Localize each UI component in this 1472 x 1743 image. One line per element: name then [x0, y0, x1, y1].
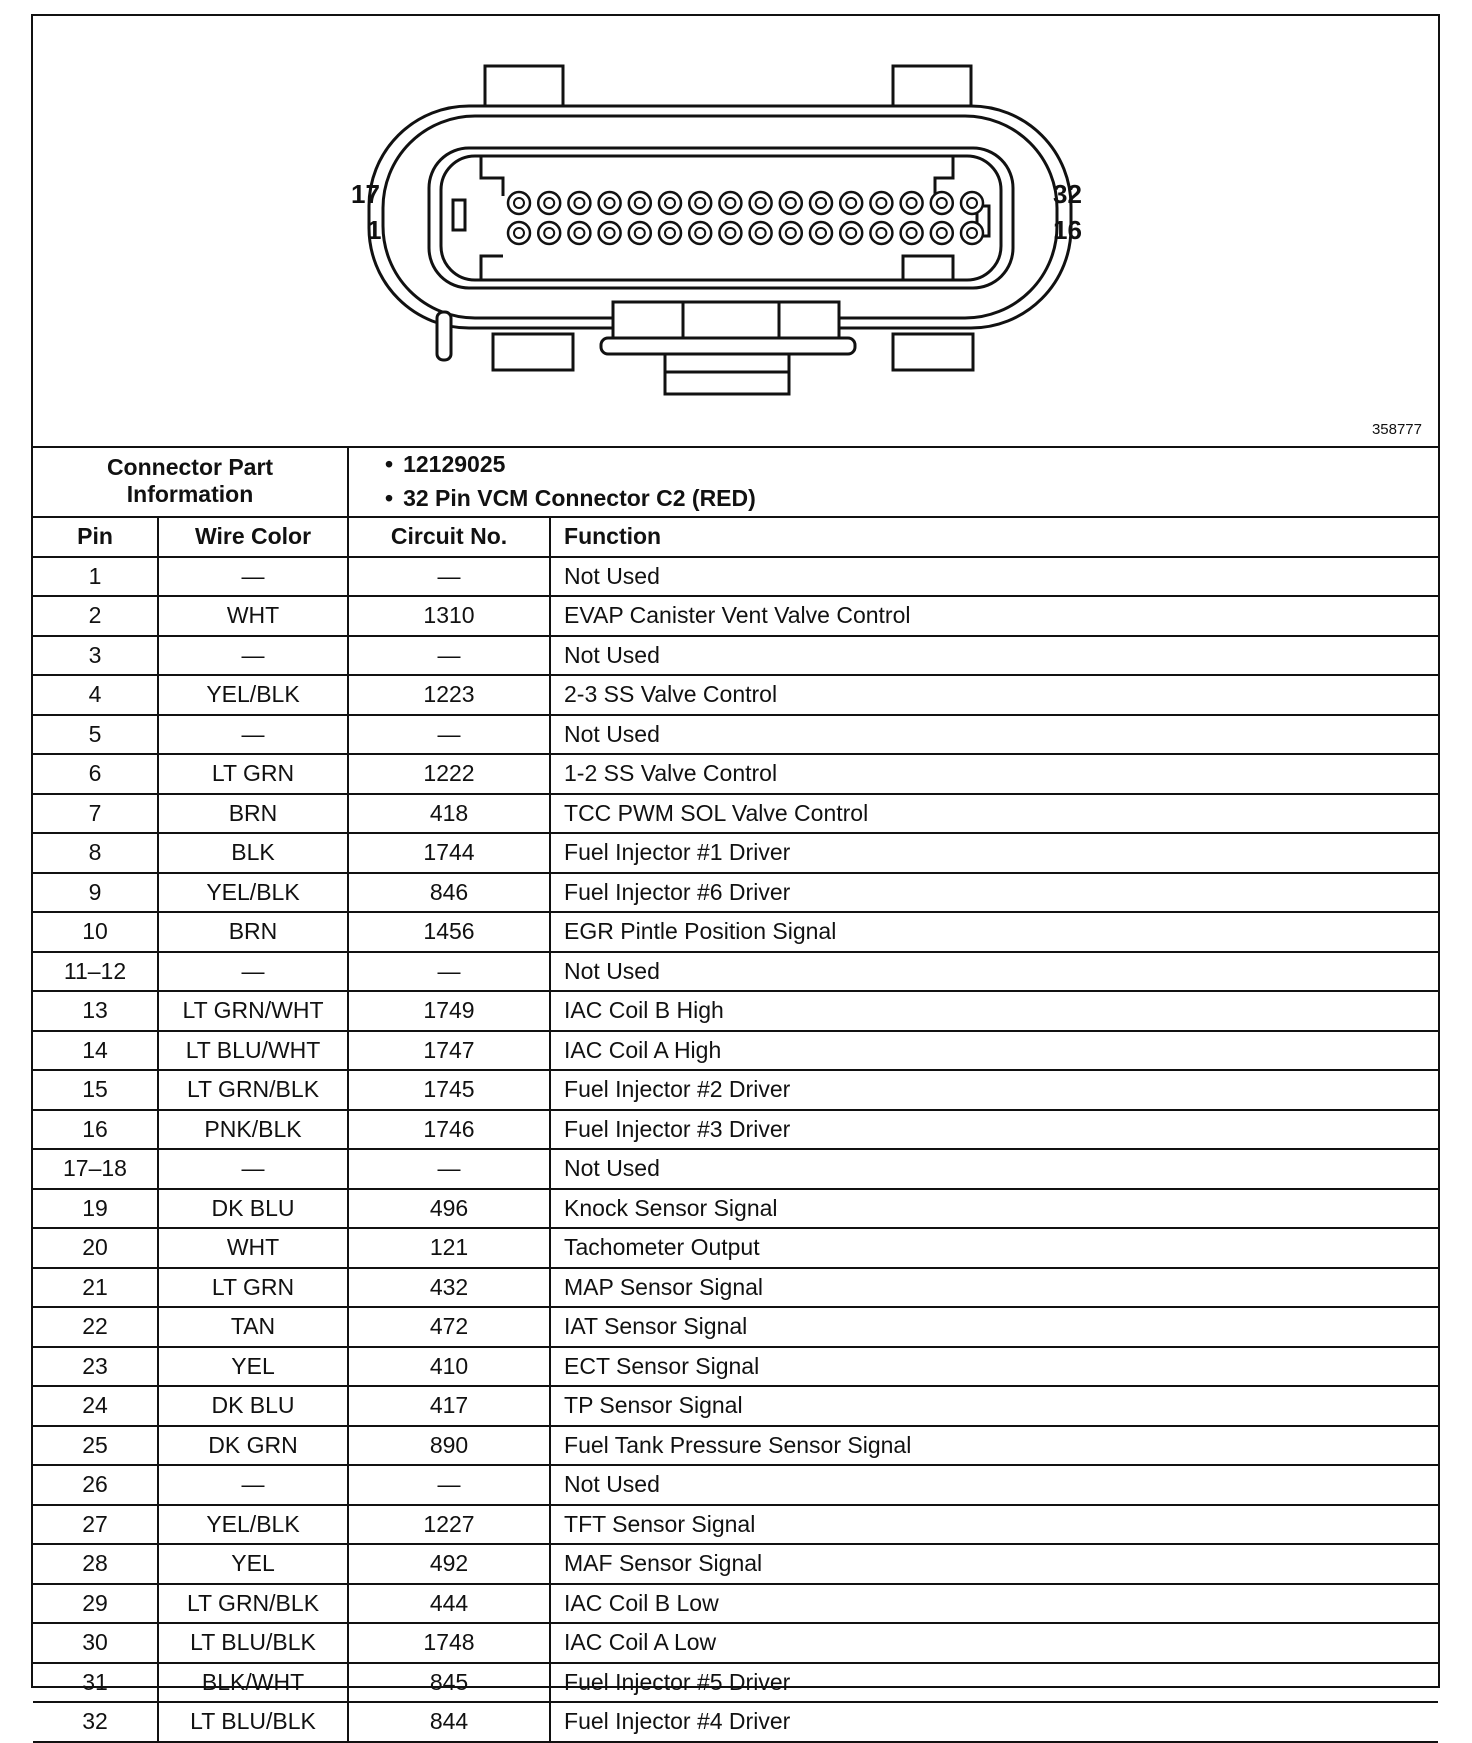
- pin-hole: [961, 192, 983, 214]
- table-row: [33, 1702, 1438, 1742]
- wire-color-cell: YEL/BLK: [158, 675, 348, 715]
- header-pin: Pin: [33, 517, 158, 557]
- circuit-no-cell: 121: [348, 1228, 550, 1268]
- function-cell: Not Used: [550, 636, 1438, 676]
- pin-hole: [659, 222, 681, 244]
- lock-tab: [665, 354, 789, 394]
- header-wire-color: Wire Color: [158, 517, 348, 557]
- table-row: [33, 1031, 1438, 1071]
- function-cell: IAT Sensor Signal: [550, 1307, 1438, 1347]
- function-cell: TP Sensor Signal: [550, 1386, 1438, 1426]
- pin-cell: 23: [33, 1347, 158, 1387]
- circuit-no-cell: 444: [348, 1584, 550, 1624]
- table-row: [33, 873, 1438, 913]
- circuit-no-cell: 1223: [348, 675, 550, 715]
- circuit-no-cell: 1227: [348, 1505, 550, 1545]
- function-cell: EVAP Canister Vent Valve Control: [550, 596, 1438, 636]
- pin-label-16: 16: [1053, 215, 1082, 245]
- pin-hole: [870, 222, 892, 244]
- function-cell: MAP Sensor Signal: [550, 1268, 1438, 1308]
- wire-color-cell: TAN: [158, 1307, 348, 1347]
- table-row: [33, 912, 1438, 952]
- pinout-sheet: [31, 14, 1440, 1735]
- pin-hole: [689, 192, 711, 214]
- circuit-no-cell: 1747: [348, 1031, 550, 1071]
- part-number: • 12129025: [385, 447, 1438, 481]
- function-cell: Fuel Injector #6 Driver: [550, 873, 1438, 913]
- wire-color-cell: —: [158, 557, 348, 597]
- connector-info-values: [348, 446, 1438, 517]
- wire-color-cell: YEL/BLK: [158, 873, 348, 913]
- function-cell: EGR Pintle Position Signal: [550, 912, 1438, 952]
- wire-color-cell: LT GRN: [158, 754, 348, 794]
- connector-figure: [33, 16, 1438, 448]
- circuit-no-cell: 1222: [348, 754, 550, 794]
- wire-color-cell: LT BLU/BLK: [158, 1623, 348, 1663]
- pin-cell: 14: [33, 1031, 158, 1071]
- wire-color-cell: LT GRN/BLK: [158, 1584, 348, 1624]
- circuit-no-cell: —: [348, 636, 550, 676]
- pin-cell: 30: [33, 1623, 158, 1663]
- wire-color-cell: —: [158, 952, 348, 992]
- table-row: [33, 1663, 1438, 1703]
- table-row: [33, 1149, 1438, 1189]
- outer-housing: [369, 106, 1071, 328]
- function-cell: Fuel Injector #5 Driver: [550, 1663, 1438, 1703]
- wire-color-cell: PNK/BLK: [158, 1110, 348, 1150]
- function-cell: TCC PWM SOL Valve Control: [550, 794, 1438, 834]
- table-row: [33, 794, 1438, 834]
- pin-hole: [719, 222, 741, 244]
- pin-cell: 9: [33, 873, 158, 913]
- wire-color-cell: YEL: [158, 1544, 348, 1584]
- pin-hole: [629, 222, 651, 244]
- function-cell: TFT Sensor Signal: [550, 1505, 1438, 1545]
- pin-hole: [538, 222, 560, 244]
- pin-label-17: 17: [351, 179, 380, 209]
- pin-cell: 3: [33, 636, 158, 676]
- wire-color-cell: WHT: [158, 1228, 348, 1268]
- table-row: [33, 1623, 1438, 1663]
- pin-cell: 7: [33, 794, 158, 834]
- circuit-no-cell: —: [348, 1149, 550, 1189]
- table-row: [33, 1228, 1438, 1268]
- function-cell: IAC Coil B High: [550, 991, 1438, 1031]
- pin-hole: [689, 222, 711, 244]
- bottom-right-latch: [893, 334, 973, 370]
- circuit-no-cell: 1310: [348, 596, 550, 636]
- pin-cell: 28: [33, 1544, 158, 1584]
- wire-color-cell: —: [158, 1149, 348, 1189]
- circuit-no-cell: 845: [348, 1663, 550, 1703]
- pin-hole: [659, 192, 681, 214]
- lock-bar: [601, 338, 855, 354]
- pin-hole: [750, 192, 772, 214]
- table-row: [33, 833, 1438, 873]
- circuit-no-cell: 410: [348, 1347, 550, 1387]
- circuit-no-cell: 1456: [348, 912, 550, 952]
- table-row: [33, 1347, 1438, 1387]
- pin-label-1: 1: [367, 215, 382, 245]
- connector-info-title-line1: Connector Part: [106, 454, 274, 480]
- table-row: [33, 1465, 1438, 1505]
- pin-hole: [901, 222, 923, 244]
- pin-cell: 10: [33, 912, 158, 952]
- pin-hole: [538, 192, 560, 214]
- wire-color-cell: BRN: [158, 912, 348, 952]
- header-function: Function: [550, 517, 1438, 557]
- pin-cell: 21: [33, 1268, 158, 1308]
- pin-hole: [961, 222, 983, 244]
- pin-hole: [719, 192, 741, 214]
- function-cell: Tachometer Output: [550, 1228, 1438, 1268]
- function-cell: Knock Sensor Signal: [550, 1189, 1438, 1229]
- function-cell: MAF Sensor Signal: [550, 1544, 1438, 1584]
- table-row: [33, 952, 1438, 992]
- function-cell: Not Used: [550, 952, 1438, 992]
- pin-cell: 16: [33, 1110, 158, 1150]
- pin-hole: [810, 192, 832, 214]
- function-cell: IAC Coil A High: [550, 1031, 1438, 1071]
- table-row: [33, 715, 1438, 755]
- circuit-no-cell: 472: [348, 1307, 550, 1347]
- pin-cell: 17–18: [33, 1149, 158, 1189]
- pin-hole: [508, 222, 530, 244]
- wire-color-cell: LT BLU/WHT: [158, 1031, 348, 1071]
- wire-color-cell: BLK: [158, 833, 348, 873]
- pin-hole: [931, 222, 953, 244]
- pin-cell: 19: [33, 1189, 158, 1229]
- table-row: [33, 675, 1438, 715]
- pin-cell: 11–12: [33, 952, 158, 992]
- table-row: [33, 557, 1438, 597]
- pin-cell: 26: [33, 1465, 158, 1505]
- function-cell: Fuel Injector #4 Driver: [550, 1702, 1438, 1742]
- pin-hole: [780, 222, 802, 244]
- circuit-no-cell: 844: [348, 1702, 550, 1742]
- function-cell: Fuel Injector #3 Driver: [550, 1110, 1438, 1150]
- wire-color-cell: LT GRN/WHT: [158, 991, 348, 1031]
- pin-cell: 32: [33, 1702, 158, 1742]
- circuit-no-cell: 1748: [348, 1623, 550, 1663]
- connector-info-title-line2: Information: [126, 481, 254, 507]
- pin-cell: 29: [33, 1584, 158, 1624]
- function-cell: 2-3 SS Valve Control: [550, 675, 1438, 715]
- wire-color-cell: DK BLU: [158, 1386, 348, 1426]
- table-row: [33, 1189, 1438, 1229]
- pin-hole: [599, 192, 621, 214]
- pin-cell: 22: [33, 1307, 158, 1347]
- connector-drawing: [33, 16, 1438, 446]
- pin-cell: 1: [33, 557, 158, 597]
- table-row: [33, 1426, 1438, 1466]
- pin-hole: [780, 192, 802, 214]
- pin-hole: [568, 222, 590, 244]
- function-cell: IAC Coil A Low: [550, 1623, 1438, 1663]
- circuit-no-cell: 1749: [348, 991, 550, 1031]
- wire-color-cell: DK BLU: [158, 1189, 348, 1229]
- function-cell: Fuel Tank Pressure Sensor Signal: [550, 1426, 1438, 1466]
- pin-cell: 8: [33, 833, 158, 873]
- wire-color-cell: —: [158, 636, 348, 676]
- pin-cell: 27: [33, 1505, 158, 1545]
- pin-hole: [840, 192, 862, 214]
- table-row: [33, 1505, 1438, 1545]
- pin-hole: [599, 222, 621, 244]
- bottom-left-latch: [493, 334, 573, 370]
- circuit-no-cell: 496: [348, 1189, 550, 1229]
- pin-cell: 13: [33, 991, 158, 1031]
- wire-color-cell: YEL/BLK: [158, 1505, 348, 1545]
- circuit-no-cell: 1746: [348, 1110, 550, 1150]
- pin-cell: 20: [33, 1228, 158, 1268]
- function-cell: Not Used: [550, 715, 1438, 755]
- function-cell: IAC Coil B Low: [550, 1584, 1438, 1624]
- table-row: [33, 1386, 1438, 1426]
- wire-color-cell: YEL: [158, 1347, 348, 1387]
- table-row: [33, 1268, 1438, 1308]
- pin-hole: [931, 192, 953, 214]
- pin-cell: 2: [33, 596, 158, 636]
- circuit-no-cell: —: [348, 1465, 550, 1505]
- pin-hole: [870, 192, 892, 214]
- circuit-no-cell: 846: [348, 873, 550, 913]
- circuit-no-cell: 432: [348, 1268, 550, 1308]
- table-row: [33, 1584, 1438, 1624]
- pin-hole: [901, 192, 923, 214]
- connector-info-row: [33, 446, 1438, 517]
- table-row: [33, 596, 1438, 636]
- figure-id: 358777: [1371, 421, 1422, 438]
- pin-hole: [840, 222, 862, 244]
- pin-cell: 4: [33, 675, 158, 715]
- function-cell: Fuel Injector #2 Driver: [550, 1070, 1438, 1110]
- connector-description: • 32 Pin VCM Connector C2 (RED): [385, 481, 1438, 515]
- wire-color-cell: LT BLU/BLK: [158, 1702, 348, 1742]
- connector-info-label: [33, 446, 348, 517]
- table-row: [33, 1070, 1438, 1110]
- circuit-no-cell: —: [348, 715, 550, 755]
- top-left-latch: [485, 66, 563, 106]
- pin-hole: [629, 192, 651, 214]
- pin-cell: 24: [33, 1386, 158, 1426]
- pin-label-32: 32: [1053, 179, 1082, 209]
- circuit-no-cell: 417: [348, 1386, 550, 1426]
- table-row: [33, 754, 1438, 794]
- wire-color-cell: BLK/WHT: [158, 1663, 348, 1703]
- circuit-no-cell: 1744: [348, 833, 550, 873]
- pin-hole: [508, 192, 530, 214]
- pin-cell: 31: [33, 1663, 158, 1703]
- pin-cell: 6: [33, 754, 158, 794]
- wire-color-cell: LT GRN: [158, 1268, 348, 1308]
- function-cell: Not Used: [550, 1465, 1438, 1505]
- function-cell: Not Used: [550, 557, 1438, 597]
- top-right-latch: [893, 66, 971, 106]
- pin-cell: 15: [33, 1070, 158, 1110]
- function-cell: ECT Sensor Signal: [550, 1347, 1438, 1387]
- pin-hole: [810, 222, 832, 244]
- circuit-no-cell: 890: [348, 1426, 550, 1466]
- circuit-no-cell: —: [348, 557, 550, 597]
- wire-color-cell: LT GRN/BLK: [158, 1070, 348, 1110]
- table-row: [33, 991, 1438, 1031]
- pin-cell: 25: [33, 1426, 158, 1466]
- table-row: [33, 636, 1438, 676]
- pin-hole: [568, 192, 590, 214]
- header-circuit-no: Circuit No.: [348, 517, 550, 557]
- wire-color-cell: —: [158, 715, 348, 755]
- left-post: [437, 312, 451, 360]
- table-header-row: [33, 517, 1438, 557]
- function-cell: Not Used: [550, 1149, 1438, 1189]
- wire-color-cell: WHT: [158, 596, 348, 636]
- pin-hole: [750, 222, 772, 244]
- table-row: [33, 1110, 1438, 1150]
- circuit-no-cell: 418: [348, 794, 550, 834]
- circuit-no-cell: —: [348, 952, 550, 992]
- pin-cell: 5: [33, 715, 158, 755]
- circuit-no-cell: 1745: [348, 1070, 550, 1110]
- wire-color-cell: DK GRN: [158, 1426, 348, 1466]
- function-cell: 1-2 SS Valve Control: [550, 754, 1438, 794]
- wire-color-cell: BRN: [158, 794, 348, 834]
- function-cell: Fuel Injector #1 Driver: [550, 833, 1438, 873]
- wire-color-cell: —: [158, 1465, 348, 1505]
- pinout-table: [33, 446, 1438, 1743]
- circuit-no-cell: 492: [348, 1544, 550, 1584]
- table-row: [33, 1544, 1438, 1584]
- table-row: [33, 1307, 1438, 1347]
